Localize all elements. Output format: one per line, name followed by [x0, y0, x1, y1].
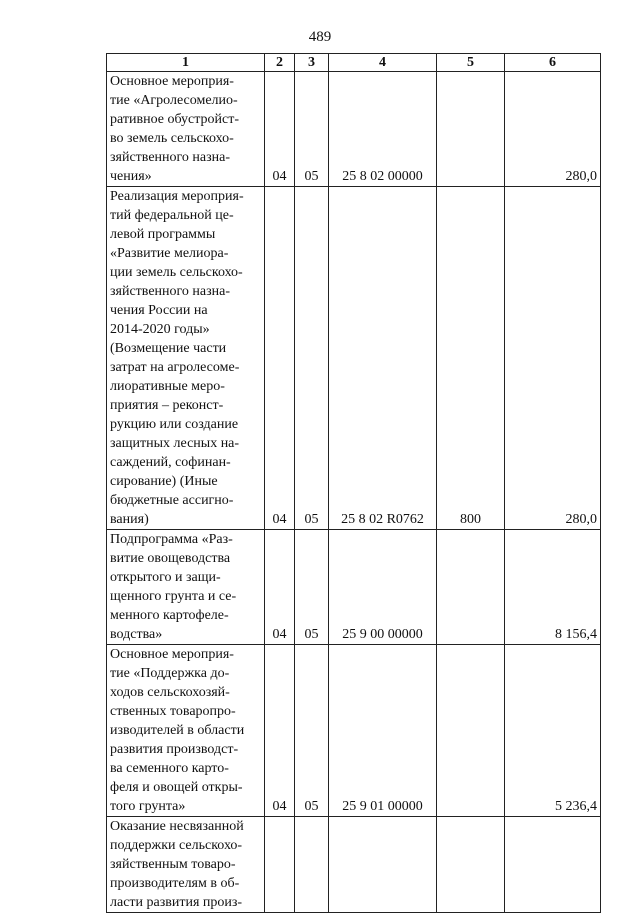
expense-type-cell	[437, 645, 505, 817]
row-name-cell	[107, 817, 265, 913]
amount-cell: 8 156,4	[505, 530, 601, 645]
table-row	[107, 530, 601, 645]
section-code-cell	[265, 817, 295, 913]
header-col-4: 4	[329, 54, 437, 72]
row-name-line: сирование) (Иные	[110, 474, 218, 489]
table-row	[107, 72, 601, 187]
row-name-line: чения»	[110, 169, 152, 184]
row-name-line: лиоративные меро-	[110, 379, 225, 394]
row-name-line: производителям в об-	[110, 876, 240, 891]
amount-cell: 5 236,4	[505, 645, 601, 817]
row-name-line: ции земель сельскохо-	[110, 265, 243, 280]
row-name-cell	[107, 645, 265, 817]
amount-cell	[505, 817, 601, 913]
row-name-line: ходов сельскохозяй-	[110, 685, 230, 700]
row-name-line: поддержки сельскохо-	[110, 838, 243, 853]
header-col-2: 2	[265, 54, 295, 72]
row-name-line: чения России на	[110, 303, 208, 318]
row-name-line: менного картофеле-	[110, 608, 229, 623]
row-name-line: (Возмещение части	[110, 341, 227, 356]
page-number: 489	[308, 29, 332, 45]
row-name-line: тие «Поддержка до-	[110, 666, 230, 681]
row-name-line: саждений, софинан-	[110, 455, 231, 470]
row-name-line: феля и овощей откры-	[110, 780, 243, 795]
row-name-line: Реализация мероприя-	[110, 189, 244, 204]
section-code-cell: 04	[265, 645, 295, 817]
row-name-cell	[107, 72, 265, 187]
table-row	[107, 817, 601, 913]
target-article-cell: 25 9 01 00000	[329, 645, 437, 817]
expense-type-cell	[437, 72, 505, 187]
subsection-code-cell: 05	[295, 530, 329, 645]
subsection-code-cell: 05	[295, 187, 329, 530]
row-name-line: затрат на агролесоме-	[110, 360, 240, 375]
row-name-line: ласти развития произ-	[110, 895, 243, 910]
row-name-line: витие овощеводства	[110, 551, 231, 566]
row-name-line: ва семенного карто-	[110, 761, 229, 776]
row-name-line: тий федеральной це-	[110, 208, 234, 223]
row-name-line: вания)	[110, 512, 149, 527]
amount-cell: 280,0	[505, 72, 601, 187]
header-col-6: 6	[505, 54, 601, 72]
row-name-line: защитных лесных на-	[110, 436, 240, 451]
section-code-cell: 04	[265, 187, 295, 530]
target-article-cell: 25 8 02 00000	[329, 72, 437, 187]
row-name-line: развития производст-	[110, 742, 239, 757]
expense-type-cell	[437, 817, 505, 913]
row-name-line: того грунта»	[110, 799, 186, 814]
amount-cell: 280,0	[505, 187, 601, 530]
header-col-1: 1	[107, 54, 265, 72]
target-article-cell	[329, 817, 437, 913]
row-name-line: щенного грунта и се-	[110, 589, 237, 604]
row-name-line: приятия – реконст-	[110, 398, 224, 413]
row-name-line: зяйственного назна-	[110, 284, 231, 299]
row-name-line: Подпрограмма «Раз-	[110, 532, 233, 547]
row-name-cell	[107, 187, 265, 530]
expense-type-cell: 800	[437, 187, 505, 530]
row-name-line: открытого и защи-	[110, 570, 221, 585]
header-col-5: 5	[437, 54, 505, 72]
expense-type-cell	[437, 530, 505, 645]
section-code-cell: 04	[265, 530, 295, 645]
row-name-line: Оказание несвязанной	[110, 819, 244, 834]
row-name-line: 2014-2020 годы»	[110, 322, 210, 337]
subsection-code-cell: 05	[295, 645, 329, 817]
table-row	[107, 645, 601, 817]
target-article-cell: 25 9 00 00000	[329, 530, 437, 645]
section-code-cell: 04	[265, 72, 295, 187]
target-article-cell: 25 8 02 R0762	[329, 187, 437, 530]
row-name-line: Основное мероприя-	[110, 647, 234, 662]
row-name-line: левой программы	[110, 227, 216, 242]
table-header-row	[107, 54, 601, 72]
row-name-line: тие «Агролесомелио-	[110, 93, 238, 108]
row-name-line: рукцию или создание	[110, 417, 239, 432]
budget-table	[106, 53, 601, 913]
row-name-line: водства»	[110, 627, 163, 642]
subsection-code-cell	[295, 817, 329, 913]
table-row	[107, 187, 601, 530]
row-name-line: «Развитие мелиора-	[110, 246, 229, 261]
row-name-line: зяйственного назна-	[110, 150, 231, 165]
header-col-3: 3	[295, 54, 329, 72]
row-name-line: Основное мероприя-	[110, 74, 234, 89]
row-name-line: во земель сельскохо-	[110, 131, 234, 146]
subsection-code-cell: 05	[295, 72, 329, 187]
row-name-cell	[107, 530, 265, 645]
row-name-line: изводителей в области	[110, 723, 245, 738]
row-name-line: бюджетные ассигно-	[110, 493, 234, 508]
row-name-line: ративное обустройст-	[110, 112, 240, 127]
row-name-line: ственных товаропро-	[110, 704, 236, 719]
row-name-line: зяйственным товаро-	[110, 857, 236, 872]
